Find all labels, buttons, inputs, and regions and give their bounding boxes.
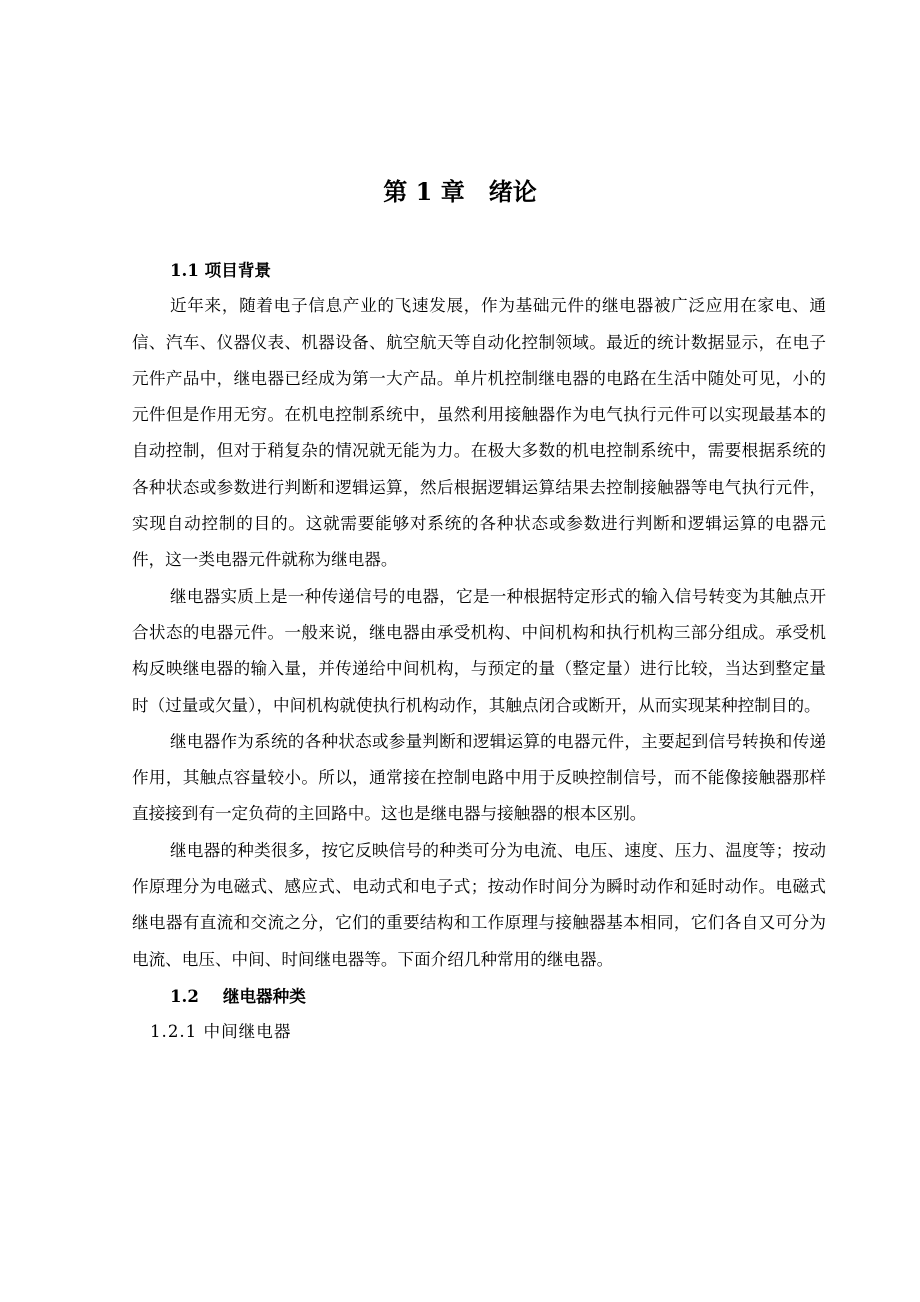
paragraph-4: 继电器的种类很多，按它反映信号的种类可分为电流、电压、速度、压力、温度等；按动作原理分为电磁式、感应式、电动式和电子式；按动作时间分为瞬时动作和延时动作。电磁式继电器有直流和交流之分，它们的重要结构和工作原理与接触器基本相同，它们各自又可分为电流、电压、中间、时间继电器等。下面介绍几种常用的继电器。 — [132, 840, 826, 969]
paragraph-3: 继电器作为系统的各种状态或参量判断和逻辑运算的电器元件，主要起到信号转换和传递作用，其触点容量较小。所以，通常接在控制电路中用于反映控制信号，而不能像接触器那样直接接到有一定负荷的主回路中。这也是继电器与接触器的根本区别。 — [132, 731, 826, 824]
chapter-title — [0, 176, 920, 208]
section-heading-1-1: 1.1 项目背景 — [170, 260, 272, 280]
body-text — [132, 252, 826, 1051]
section-heading-1-2 — [170, 978, 826, 1014]
chapter-name: 绪论 — [488, 177, 537, 206]
chapter-number: 第 1 章 — [383, 177, 465, 206]
section-title-1-2: 继电器种类 — [222, 985, 306, 1006]
section-number-1-2: 1.2 — [170, 985, 199, 1006]
subsection-heading-1-2-1: 1.2.1 中间继电器 — [150, 1022, 292, 1042]
paragraph-2: 继电器实质上是一种传递信号的电器，它是一种根据特定形式的输入信号转变为其触点开合状态的电器元件。一般来说，继电器由承受机构、中间机构和执行机构三部分组成。承受机构反映继电器的输入量，并传递给中间机构，与预定的量（整定量）进行比较，当达到整定量时（过量或欠量），中间机构就使执行机构动作，其触点闭合或断开，从而实现某种控制目的。 — [132, 586, 826, 715]
paragraph-1: 近年来，随着电子信息产业的飞速发展，作为基础元件的继电器被广泛应用在家电、通信、汽车、仪器仪表、机器设备、航空航天等自动化控制领域。最近的统计数据显示，在电子元件产品中，继电器已经成为第一大产品。单片机控制继电器的电路在生活中随处可见，小的元件但是作用无穷。在机电控制系统中，虽然利用接触器作为电气执行元件可以实现最基本的自动控制，但对于稍复杂的情况就无能为力。在极大多数的机电控制系统中，需要根据系统的各种状态或参数进行判断和逻辑运算，然后根据逻辑运算结果去控制接触器等电气执行元件，实现自动控制的目的。这就需要能够对系统的各种状态或参数进行判断和逻辑运算的电器元件，这一类电器元件就称为继电器。 — [132, 296, 826, 570]
